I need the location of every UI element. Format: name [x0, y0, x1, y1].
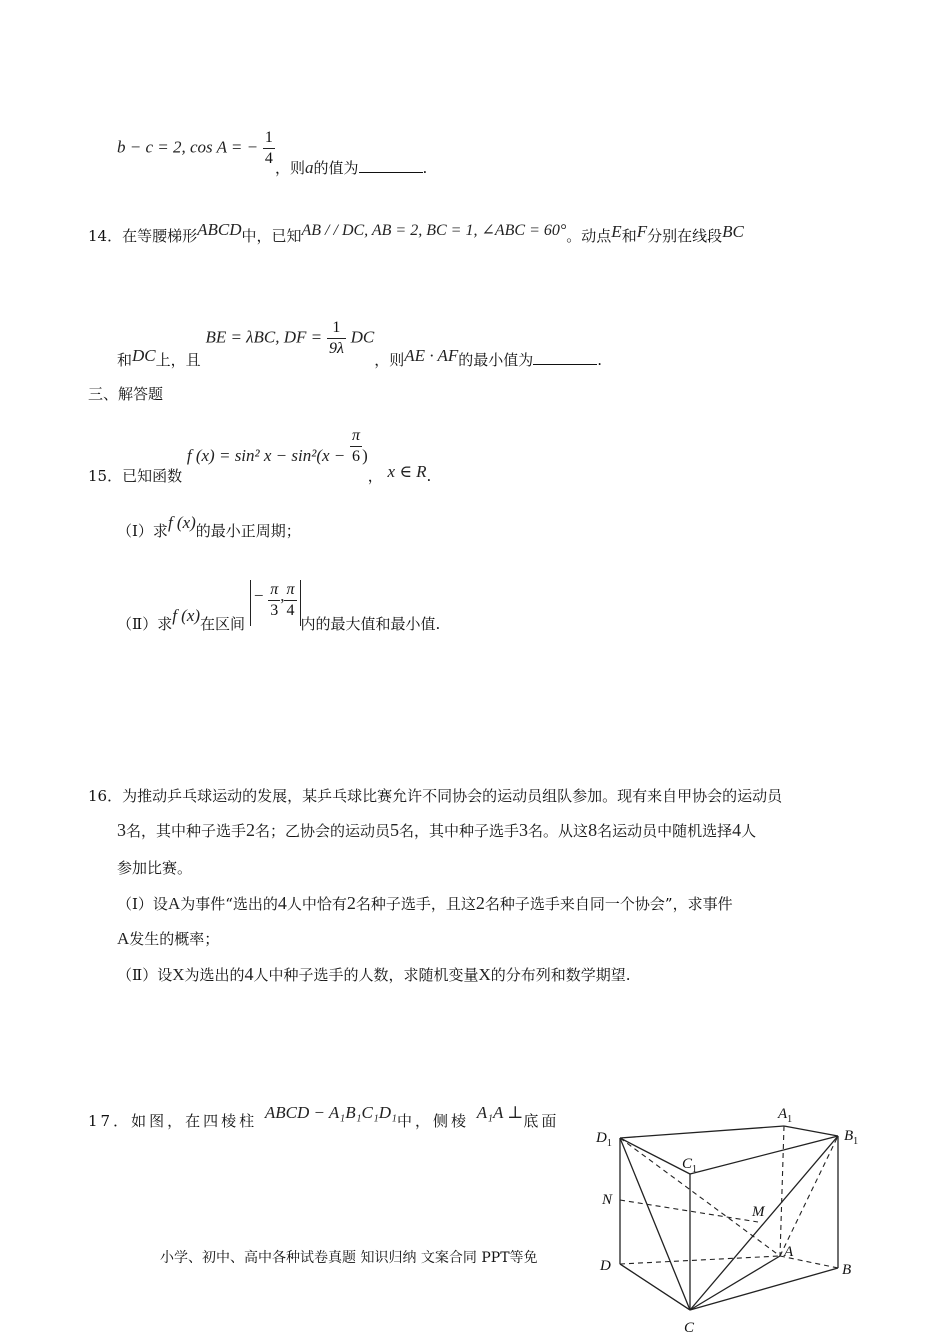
label-d: D	[600, 1258, 611, 1274]
q16-part1-a: （Ⅰ）设A为事件“选出的4人中恰有2名种子选手，且这2名种子选手来自同一个协会”，求事件	[117, 893, 733, 913]
q14-line2: 和DC上，且 BE = λBC, DF = $\frac{1}{9\lambda}$ DC，则AE · AF的最小值为 .	[117, 319, 603, 369]
label-a: A	[784, 1244, 794, 1260]
q14-line1: 14．在等腰梯形ABCD中，已知AB / / DC, AB = 2, BC = 1, ∠ABC = 60°。动点E和F分别在线段BC	[88, 220, 744, 245]
label-d1: $D_1$	[596, 1130, 612, 1149]
q16-part1-b: A发生的概率；	[117, 929, 220, 948]
q16-line2: 3名，其中种子选手2名；乙协会的运动员5名，其中种子选手3名。从这8名运动员中随机选择4人	[117, 820, 757, 840]
q13-answer-blank	[359, 158, 423, 173]
label-b1: $B_1$	[844, 1128, 859, 1147]
q15-fraction: $\frac{\pi}{6}$	[352, 427, 361, 465]
q13-tail: ，则a的值为 .	[275, 158, 428, 177]
footer-text: 小学、初中、高中各种试卷真题 知识归纳 文案合同 PPT等免	[160, 1250, 538, 1266]
q16-line1: 16．为推动乒乓球运动的发展，某乒乓球比赛允许不同协会的运动员组队参加。现有来自甲协会的运动员	[88, 787, 783, 805]
q13-line	[117, 128, 275, 169]
q17-line: 17．如图，在四棱柱 ABCD − A₁B₁C₁D₁中，侧棱 A₁A ⊥底面	[88, 1103, 560, 1130]
label-c1: $C_1$	[682, 1156, 698, 1175]
label-c: C	[684, 1320, 695, 1336]
q14-answer-blank	[533, 350, 597, 365]
label-n: N	[602, 1192, 613, 1208]
q16-line3: 参加比赛。	[117, 859, 193, 877]
label-a1: $A_1$	[778, 1106, 793, 1125]
q15-interval: − $\frac{\pi}{3}$ , $\frac{\pi}{4}$	[250, 580, 301, 626]
q13-fraction: $\frac{1}{4}$	[264, 129, 273, 167]
q13-expr: b − c = 2, cos A = −	[117, 137, 259, 157]
label-b: B	[842, 1262, 852, 1278]
q16-part2: （Ⅱ）设X为选出的4人中种子选手的人数，求随机变量X的分布列和数学期望.	[117, 964, 631, 984]
q14-fraction: $\frac{1}{9\lambda}$	[328, 319, 344, 357]
section-title: 三、解答题	[88, 385, 164, 403]
label-m: M	[752, 1204, 765, 1220]
q15-part1: （Ⅰ）求f (x)的最小正周期；	[117, 513, 301, 540]
prism-figure	[590, 1100, 880, 1340]
q15-line: 15．已知函数 f (x) = sin² x − sin²(x − $\frac{\pi}{6}$ )， x ∈ R.	[88, 427, 432, 485]
q15-part2: （Ⅱ）求f (x)在区间 − $\frac{\pi}{3}$ , $\frac{\pi}{4}$ 内的最大值和最小值.	[117, 581, 441, 633]
